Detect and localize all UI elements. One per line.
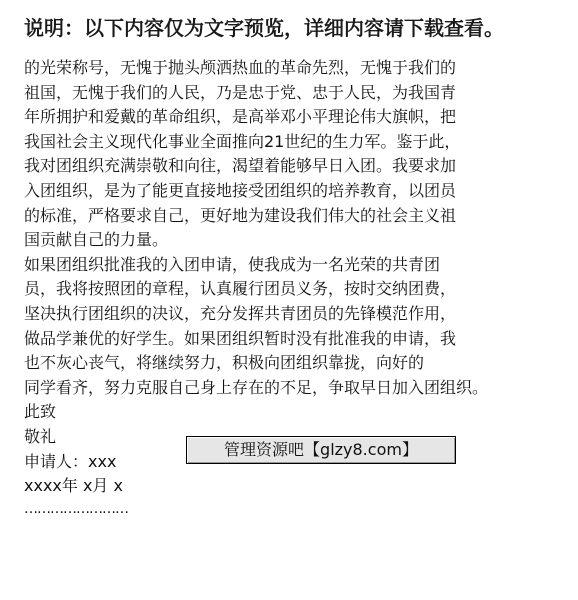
- closing-salutation: 此致: [24, 402, 57, 422]
- body-line: 员，我将按照团的章程，认真履行团员义务，按时交纳团费，: [24, 279, 457, 299]
- source-watermark-box: 管理资源吧【glzy8.com】: [186, 436, 456, 464]
- body-line: 祖国，无愧于我们的人民，乃是忠于党、忠于人民，为我国青: [24, 82, 457, 102]
- truncation-ellipsis: ……………………: [24, 500, 128, 517]
- body-line: 国贡献自己的力量。: [24, 230, 169, 250]
- body-line: 坚决执行团组织的决议，充分发挥共青团员的先锋模范作用，: [24, 303, 457, 323]
- application-date: xxxx年 x月 x: [24, 476, 123, 496]
- body-line: 如果团组织批准我的入团申请，使我成为一名光荣的共青团: [24, 254, 441, 274]
- closing-regards: 敬礼: [24, 426, 57, 446]
- body-line: 做品学兼优的好学生。如果团组织暂时没有批准我的申请，我: [24, 328, 457, 348]
- preview-notice: 说明：以下内容仅为文字预览，详细内容请下载查看。: [24, 16, 504, 40]
- body-line: 也不灰心丧气，将继续努力，积极向团组织靠拢，向好的: [24, 353, 425, 373]
- body-line: 的标准，严格要求自己，更好地为建设我们伟大的社会主义祖: [24, 205, 457, 225]
- body-line: 同学看齐，努力克服自己身上存在的不足，争取早日加入团组织。: [24, 377, 489, 397]
- body-line: 入团组织，是为了能更直接地接受团组织的培养教育，以团员: [24, 180, 457, 200]
- body-line: 我对团组织充满崇敬和向往，渴望着能够早日入团。我要求加: [24, 156, 457, 176]
- body-line: 我国社会主义现代化事业全面推向21世纪的生力军。鉴于此，: [24, 131, 461, 151]
- applicant-name: 申请人：xxx: [24, 451, 117, 471]
- body-line: 年所拥护和爱戴的革命组织，是高举邓小平理论伟大旗帜，把: [24, 107, 457, 127]
- body-line: 的光荣称号，无愧于抛头颅洒热血的革命先烈，无愧于我们的: [24, 58, 457, 77]
